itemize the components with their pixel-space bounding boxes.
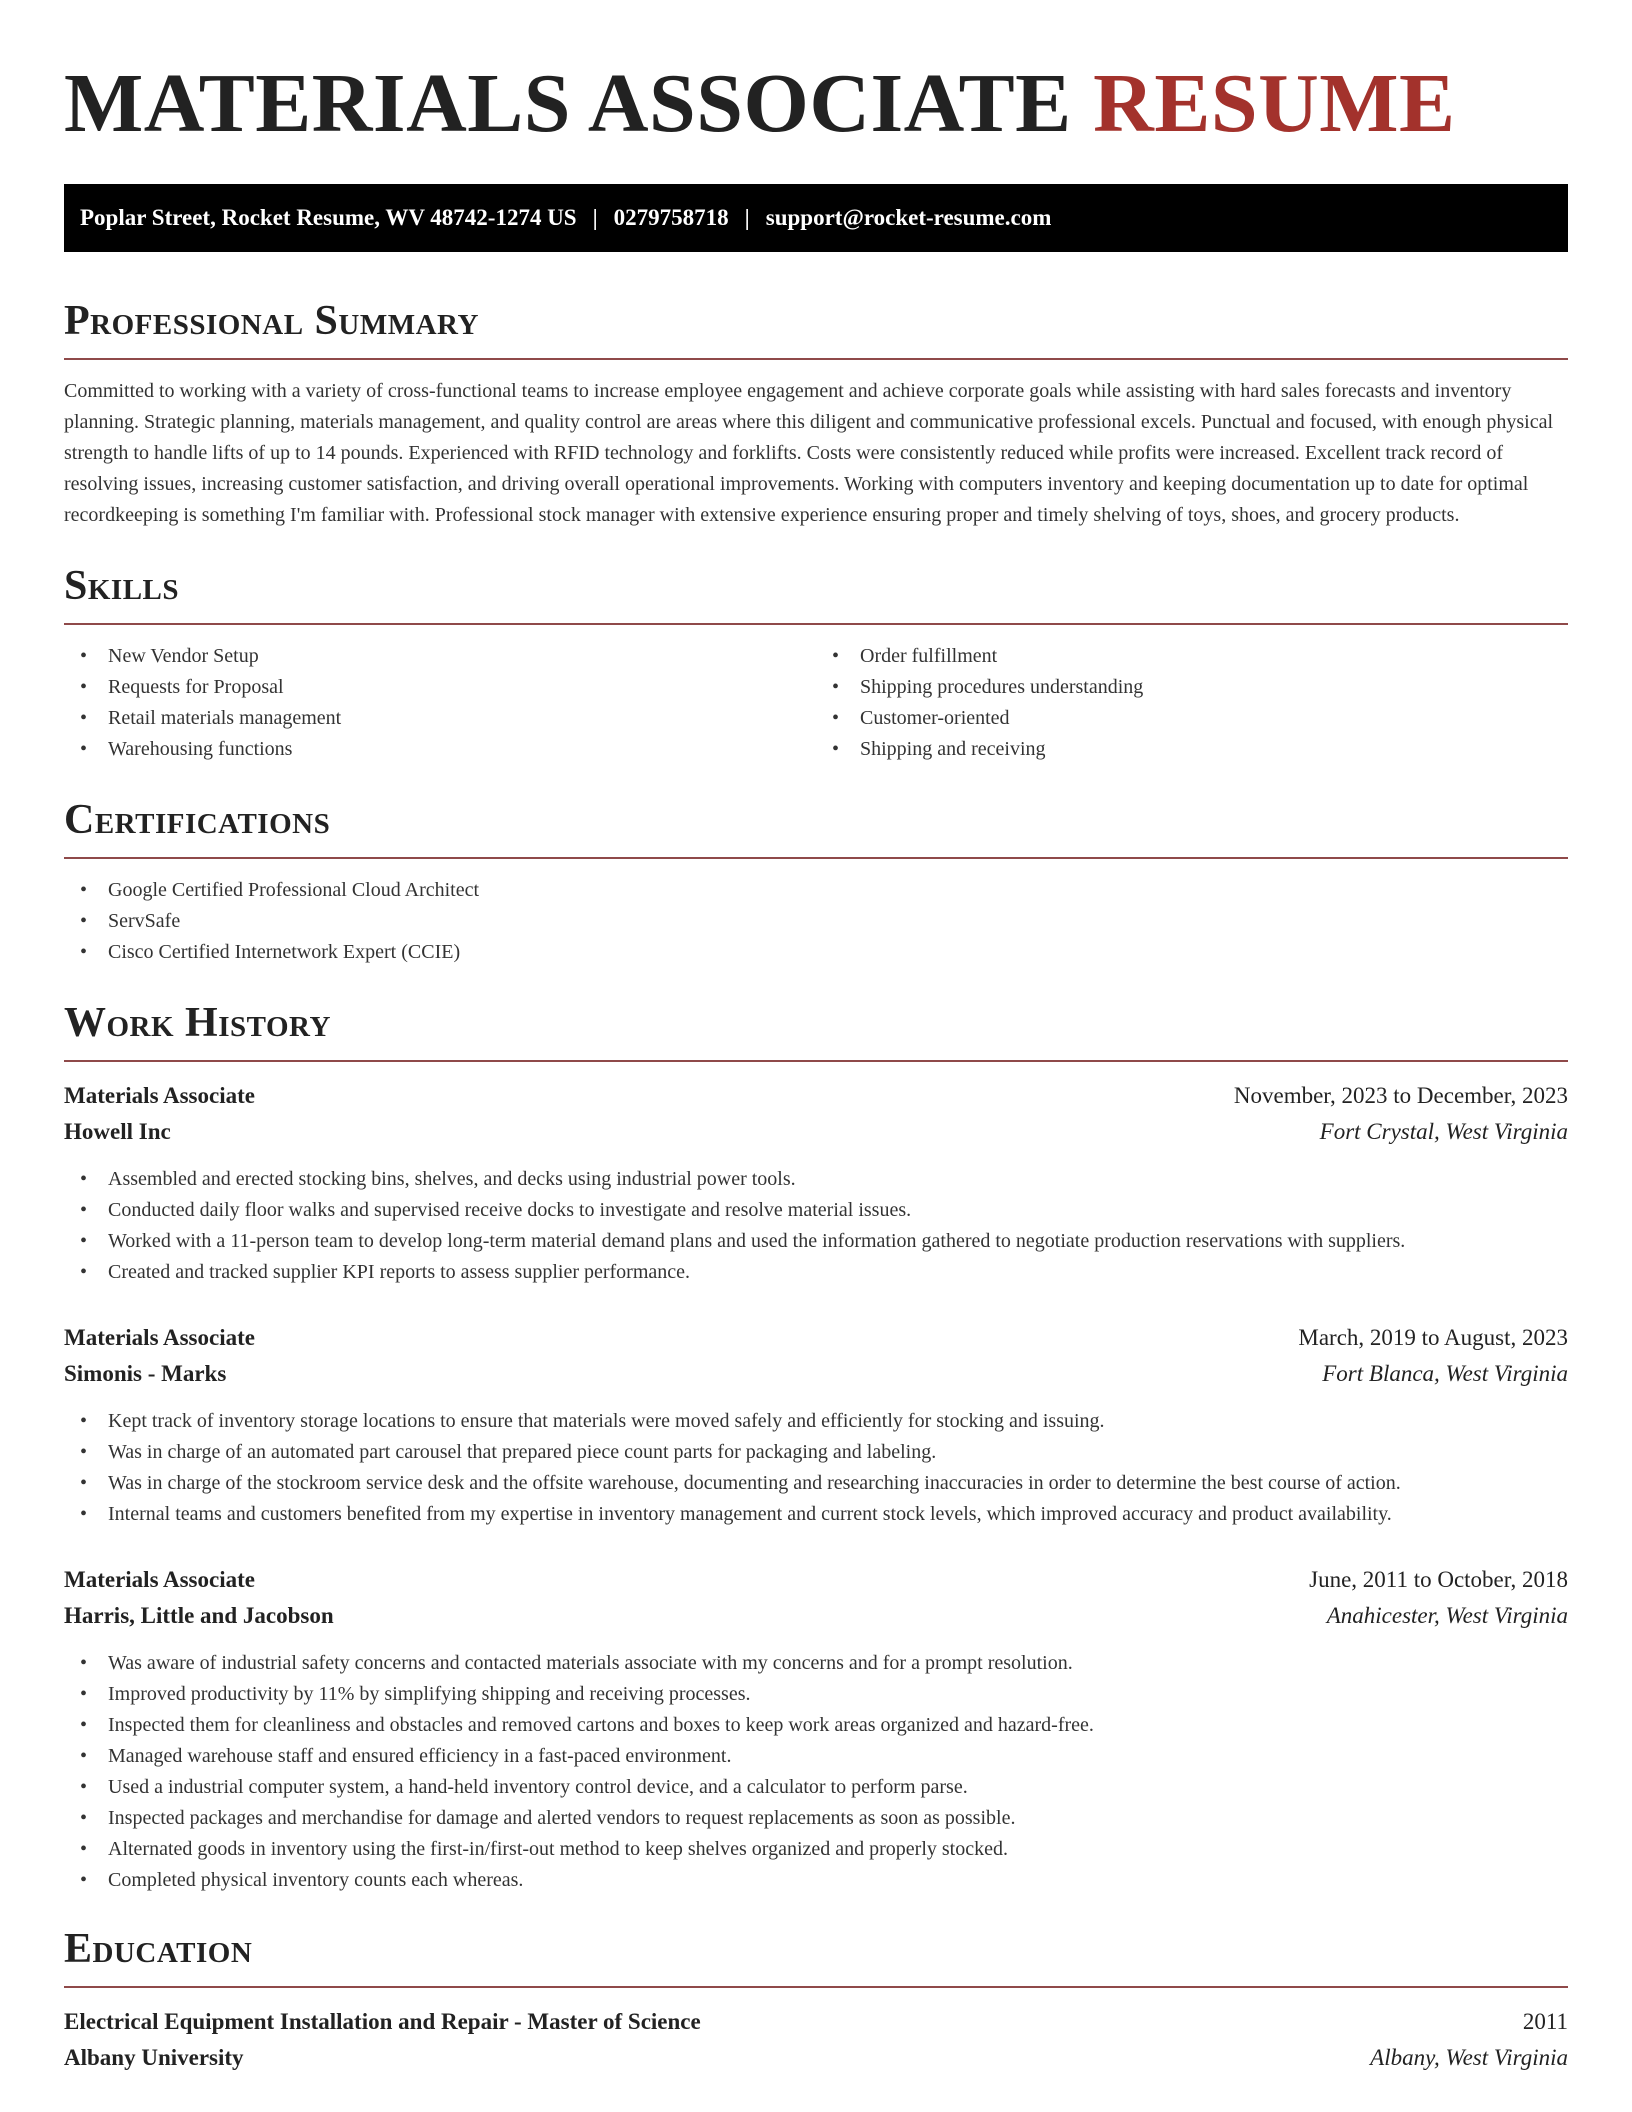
- skill-item: • Warehousing functions: [64, 734, 816, 765]
- job-title-row: [64, 1320, 1568, 1356]
- job-company-row: [64, 1598, 1568, 1634]
- job-bullet: • Alternated goods in inventory using the first-in/first-out method to keep shelves organized and properly stocked.: [64, 1834, 1568, 1865]
- skills-section: [64, 561, 1568, 765]
- job-bullet: • Was in charge of an automated part carousel that prepared piece count parts for packaging and labeling.: [64, 1437, 1568, 1468]
- summary-section: [64, 296, 1568, 531]
- job-bullet: • Internal teams and customers benefited from my expertise in inventory management and current stock levels, which improved accuracy and product availability.: [64, 1499, 1568, 1530]
- education-entry: [64, 2004, 1568, 2076]
- summary-text: Committed to working with a variety of cross-functional teams to increase employee engagement and achieve corporate goals while assisting with hard sales forecasts and inventory planning. Strategic planning, materials management, and quality control are areas where this diligent and communicative professional excels. Punctual and focused, with enough physical strength to handle lifts of up to 14 pounds. Experienced with RFID technology and forklifts. Costs were consistently reduced while profits were increased. Excellent track record of resolving issues, increasing customer satisfaction, and driving overall operational improvements. Working with computers inventory and keeping documentation up to date for optimal recordkeeping is something I'm familiar with. Professional stock manager with extensive experience ensuring proper and timely shelving of toys, shoes, and grocery products.: [64, 380, 1554, 526]
- skills-list-right: [816, 641, 1568, 765]
- section-divider: [64, 857, 1568, 859]
- contact-phone: 0279758718: [613, 205, 729, 230]
- job-entry: [64, 1562, 1568, 1896]
- job-bullets: [64, 1164, 1568, 1288]
- job-company: Harris, Little and Jacobson: [64, 1603, 334, 1628]
- skill-item: • Retail materials management: [64, 703, 816, 734]
- skill-item: • Requests for Proposal: [64, 672, 816, 703]
- work-history-heading: Work History: [64, 1000, 331, 1046]
- education-location: Albany, West Virginia: [1370, 2045, 1568, 2070]
- work-history-section: [64, 998, 1568, 1896]
- job-company: Howell Inc: [64, 1119, 171, 1144]
- job-dates: March, 2019 to August, 2023: [1298, 1325, 1568, 1350]
- education-school: Albany University: [64, 2045, 244, 2070]
- job-title: Materials Associate: [64, 1567, 255, 1592]
- education-degree: Electrical Equipment Installation and Repair - Master of Science: [64, 2009, 701, 2034]
- job-company: Simonis - Marks: [64, 1361, 227, 1386]
- education-year: 2011: [1522, 2009, 1568, 2034]
- job-bullet: • Worked with a 11-person team to develop long-term material demand plans and used the information gathered to negotiate production reservations with suppliers.: [64, 1226, 1568, 1257]
- job-bullet: • Was in charge of the stockroom service desk and the offsite warehouse, documenting and researching inaccuracies in order to determine the best course of action.: [64, 1468, 1568, 1499]
- section-divider: [64, 358, 1568, 360]
- contact-email: support@rocket-resume.com: [765, 205, 1052, 230]
- job-dates: November, 2023 to December, 2023: [1233, 1083, 1568, 1108]
- certification-item: • Cisco Certified Internetwork Expert (CCIE): [64, 937, 1568, 968]
- title-main: MATERIALS ASSOCIATE: [64, 57, 1072, 150]
- job-bullet: • Was aware of industrial safety concerns and contacted materials associate with my concerns and for a prompt resolution.: [64, 1648, 1568, 1679]
- job-title-row: [64, 1562, 1568, 1598]
- job-location: Anahicester, West Virginia: [1326, 1603, 1568, 1628]
- contact-separator: |: [744, 205, 750, 230]
- section-divider: [64, 1060, 1568, 1062]
- education-section: [64, 1924, 1568, 2076]
- skills-heading: Skills: [64, 563, 180, 609]
- job-bullet: • Created and tracked supplier KPI reports to assess supplier performance.: [64, 1257, 1568, 1288]
- skills-columns: [64, 641, 1568, 765]
- contact-address: Poplar Street, Rocket Resume, WV 48742-1274 US: [80, 205, 577, 230]
- skill-item: • Shipping and receiving: [816, 734, 1568, 765]
- skill-item: • Customer-oriented: [816, 703, 1568, 734]
- title-accent: RESUME: [1093, 57, 1456, 150]
- certifications-list: [64, 875, 1568, 968]
- certifications-heading: Certifications: [64, 797, 331, 843]
- contact-bar: [64, 184, 1568, 252]
- job-bullet: • Managed warehouse staff and ensured efficiency in a fast-paced environment.: [64, 1741, 1568, 1772]
- job-bullet: • Assembled and erected stocking bins, shelves, and decks using industrial power tools.: [64, 1164, 1568, 1195]
- job-company-row: [64, 1356, 1568, 1392]
- job-title: Materials Associate: [64, 1083, 255, 1108]
- job-title-row: [64, 1078, 1568, 1114]
- certification-item: • ServSafe: [64, 906, 1568, 937]
- certification-item: • Google Certified Professional Cloud Architect: [64, 875, 1568, 906]
- job-bullet: • Kept track of inventory storage locations to ensure that materials were moved safely and efficiently for stocking and issuing.: [64, 1406, 1568, 1437]
- education-heading: Education: [64, 1926, 253, 1972]
- education-school-row: [64, 2040, 1568, 2076]
- skill-item: • New Vendor Setup: [64, 641, 816, 672]
- job-title: Materials Associate: [64, 1325, 255, 1350]
- skill-item: • Shipping procedures understanding: [816, 672, 1568, 703]
- skill-item: • Order fulfillment: [816, 641, 1568, 672]
- job-dates: June, 2011 to October, 2018: [1309, 1567, 1568, 1592]
- skills-list-left: [64, 641, 816, 765]
- job-entry: [64, 1320, 1568, 1530]
- job-bullets: [64, 1406, 1568, 1530]
- contact-separator: |: [592, 205, 598, 230]
- job-location: Fort Crystal, West Virginia: [1319, 1119, 1568, 1144]
- job-bullet: • Conducted daily floor walks and supervised receive docks to investigate and resolve material issues.: [64, 1195, 1568, 1226]
- section-divider: [64, 623, 1568, 625]
- job-bullet: • Improved productivity by 11% by simplifying shipping and receiving processes.: [64, 1679, 1568, 1710]
- summary-heading: Professional Summary: [64, 298, 479, 344]
- section-divider: [64, 1986, 1568, 1988]
- job-bullet: • Completed physical inventory counts each whereas.: [64, 1865, 1568, 1896]
- job-bullet: • Inspected packages and merchandise for damage and alerted vendors to request replacements as soon as possible.: [64, 1803, 1568, 1834]
- job-location: Fort Blanca, West Virginia: [1322, 1361, 1568, 1386]
- job-bullets: [64, 1648, 1568, 1896]
- job-bullet: • Used a industrial computer system, a hand-held inventory control device, and a calculator to perform parse.: [64, 1772, 1568, 1803]
- job-company-row: [64, 1114, 1568, 1150]
- job-bullet: • Inspected them for cleanliness and obstacles and removed cartons and boxes to keep work areas organized and hazard-free.: [64, 1710, 1568, 1741]
- education-degree-row: [64, 2004, 1568, 2040]
- resume-title: [64, 0, 1568, 150]
- certifications-section: [64, 795, 1568, 968]
- job-entry: [64, 1078, 1568, 1288]
